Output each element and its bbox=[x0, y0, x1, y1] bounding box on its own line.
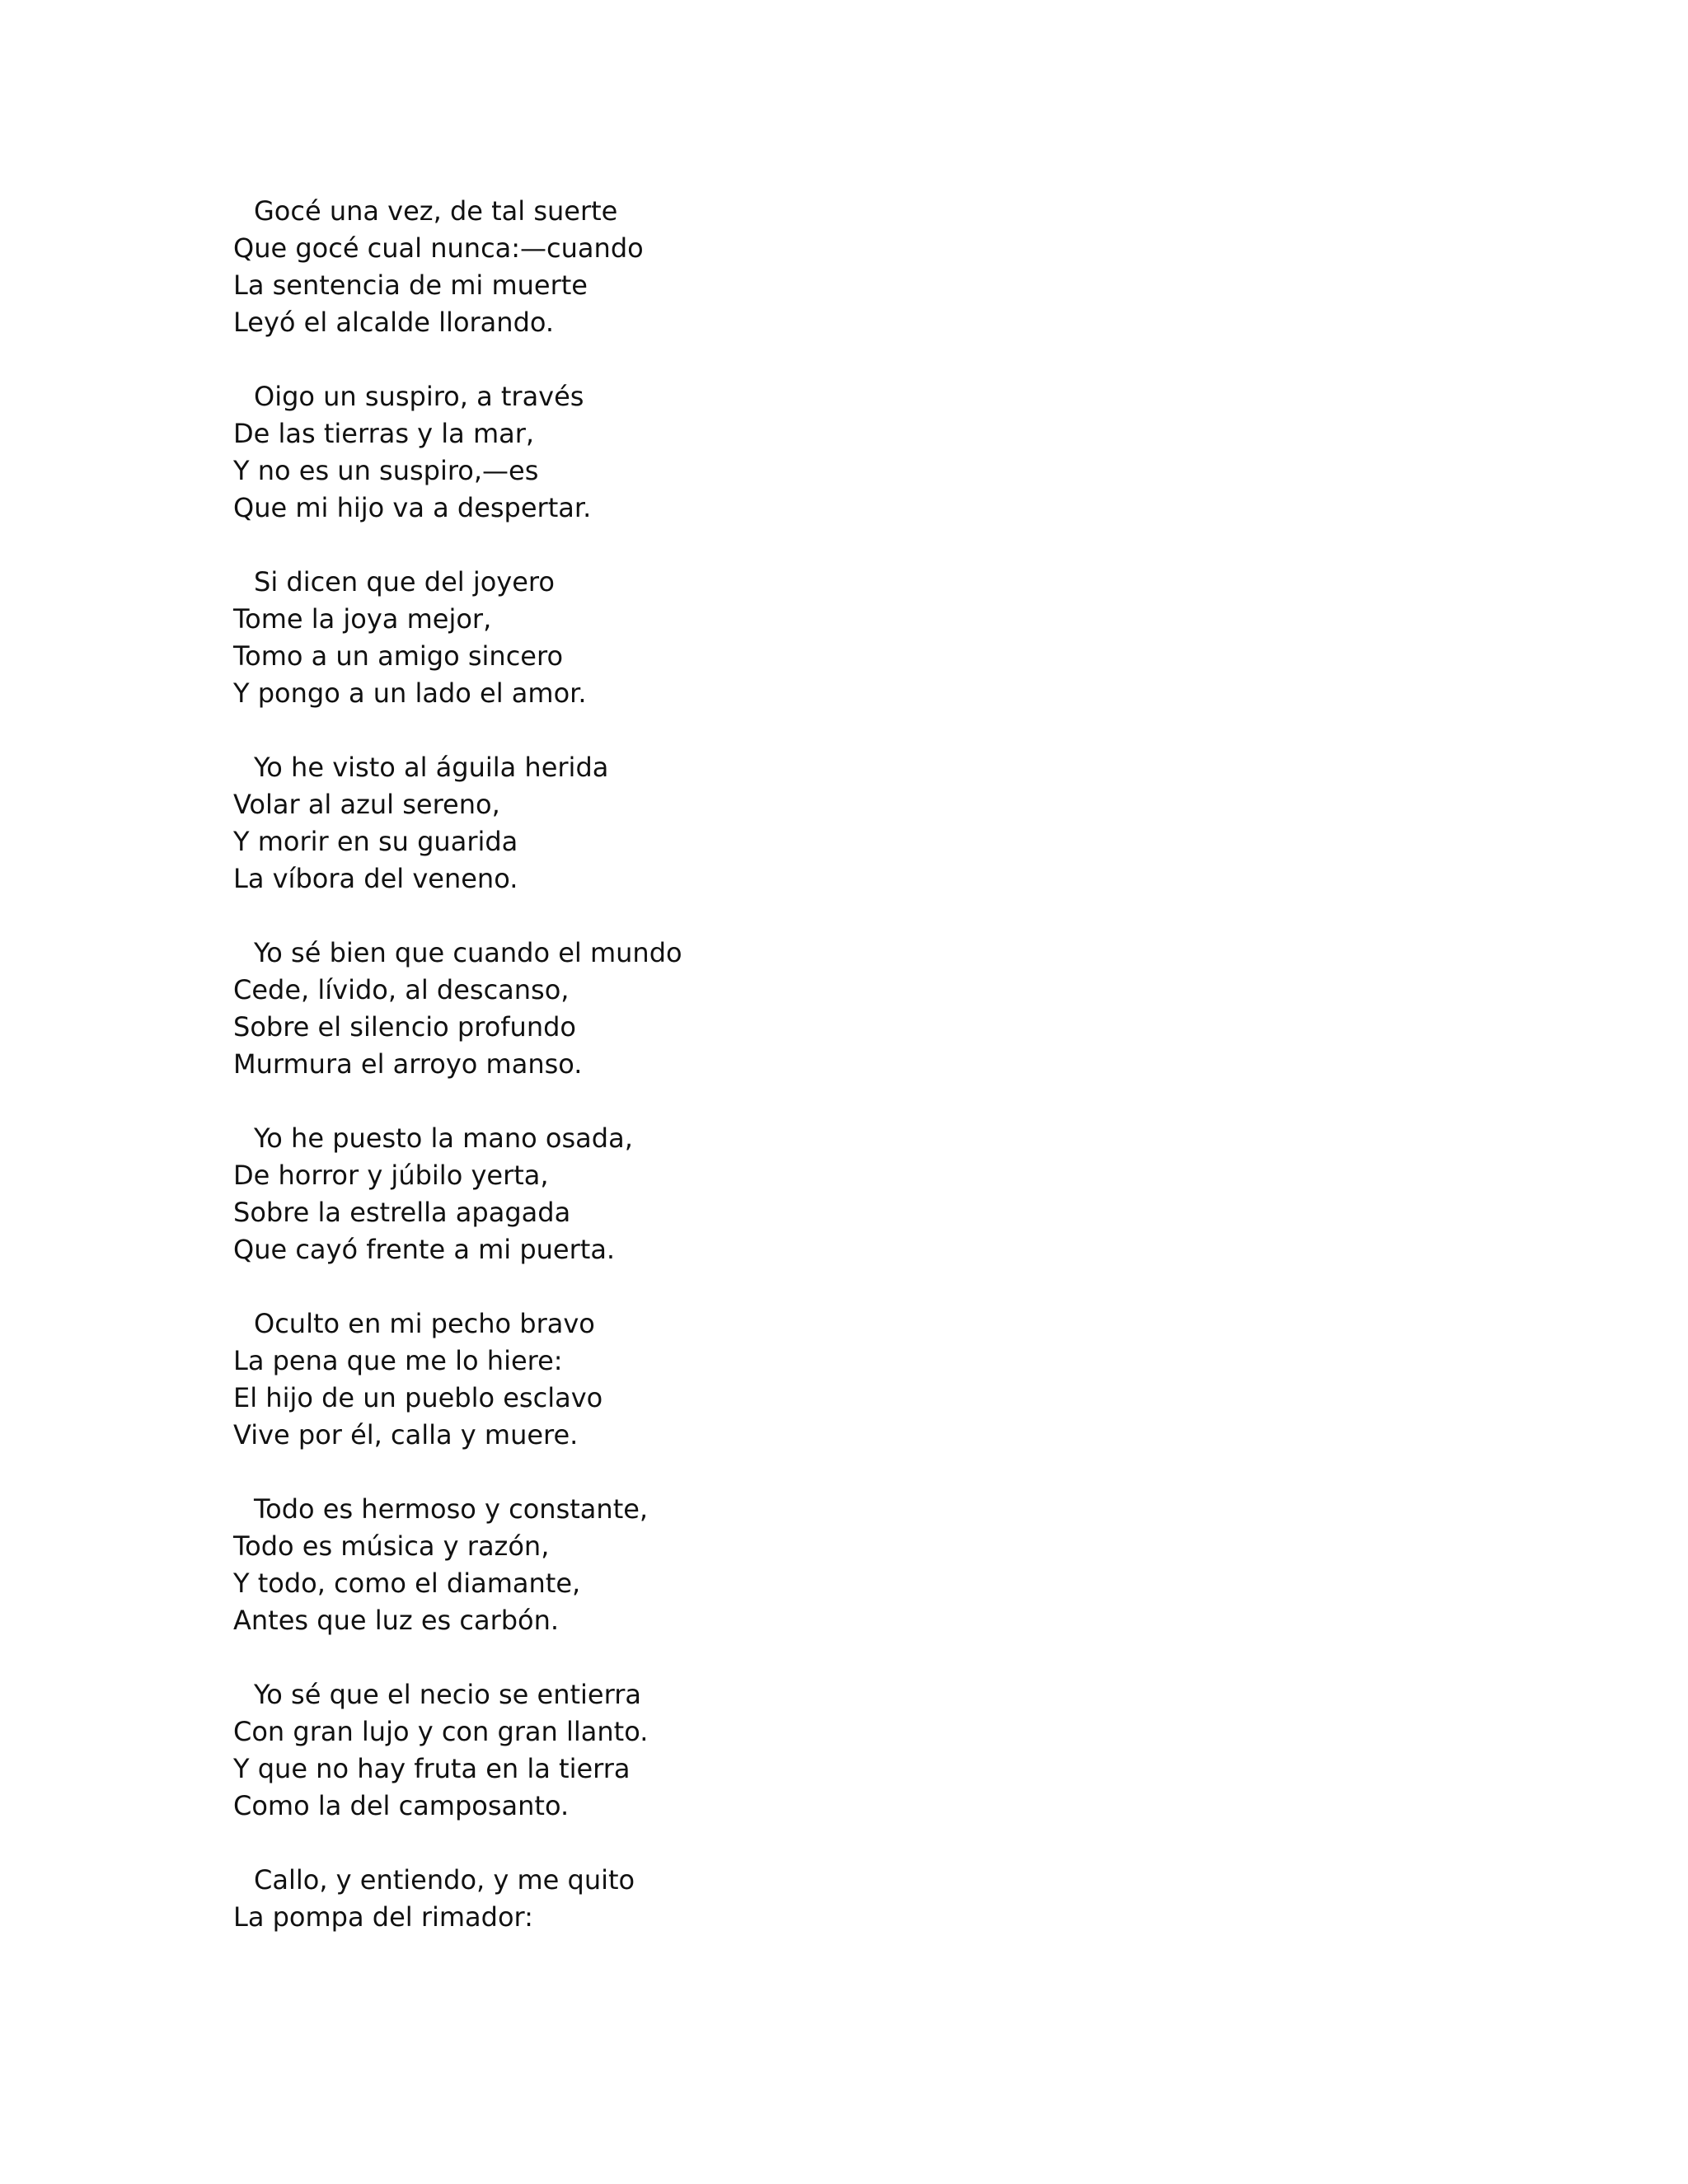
verse-line: Oculto en mi pecho bravo bbox=[254, 1308, 595, 1339]
verse-line: Yo sé que el necio se entierra bbox=[254, 1679, 641, 1710]
verse-line: Murmura el arroyo manso. bbox=[233, 1048, 583, 1080]
verse-line: Tome la joya mejor, bbox=[233, 603, 492, 635]
verse-line: Yo sé bien que cuando el mundo bbox=[254, 937, 682, 968]
stanza bbox=[233, 1676, 1470, 1825]
stanza bbox=[233, 564, 1470, 712]
stanza bbox=[233, 749, 1470, 898]
stanza bbox=[233, 193, 1470, 341]
verse-line: De horror y júbilo yerta, bbox=[233, 1160, 549, 1191]
verse-line: Yo he puesto la mano osada, bbox=[254, 1122, 633, 1154]
verse-line: Todo es hermoso y constante, bbox=[254, 1493, 649, 1525]
verse-line: La víbora del veneno. bbox=[233, 863, 518, 894]
verse-line: Gocé una vez, de tal suerte bbox=[254, 195, 618, 227]
stanza bbox=[233, 1862, 1470, 1936]
verse-line: Que mi hijo va a despertar. bbox=[233, 492, 592, 523]
verse-line: Callo, y entiendo, y me quito bbox=[254, 1864, 635, 1896]
verse-line: Como la del camposanto. bbox=[233, 1790, 570, 1821]
verse-line: Con gran lujo y con gran llanto. bbox=[233, 1716, 649, 1747]
verse-line: Y que no hay fruta en la tierra bbox=[233, 1753, 631, 1784]
stanza bbox=[233, 1305, 1470, 1454]
stanza bbox=[233, 935, 1470, 1083]
stanza bbox=[233, 1491, 1470, 1639]
stanza bbox=[233, 378, 1470, 527]
verse-line: Que gocé cual nunca:—cuando bbox=[233, 232, 644, 264]
verse-line: De las tierras y la mar, bbox=[233, 418, 535, 449]
poem-body bbox=[233, 193, 1470, 1973]
verse-line: El hijo de un pueblo esclavo bbox=[233, 1382, 603, 1413]
stanza bbox=[233, 1120, 1470, 1268]
verse-line: Yo he visto al águila herida bbox=[254, 752, 609, 783]
verse-line: Leyó el alcalde llorando. bbox=[233, 307, 555, 338]
verse-line: La sentencia de mi muerte bbox=[233, 269, 588, 301]
verse-line: Y morir en su guarida bbox=[233, 826, 518, 857]
verse-line: Tomo a un amigo sincero bbox=[233, 640, 564, 672]
verse-line: Vive por él, calla y muere. bbox=[233, 1419, 579, 1451]
verse-line: La pompa del rimador: bbox=[233, 1901, 533, 1933]
verse-line: Sobre el silencio profundo bbox=[233, 1011, 576, 1043]
verse-line: Todo es música y razón, bbox=[233, 1530, 550, 1562]
verse-line: La pena que me lo hiere: bbox=[233, 1345, 563, 1376]
verse-line: Y todo, como el diamante, bbox=[233, 1568, 581, 1599]
verse-line: Que cayó frente a mi puerta. bbox=[233, 1234, 616, 1265]
verse-line: Cede, lívido, al descanso, bbox=[233, 974, 570, 1005]
verse-line: Y pongo a un lado el amor. bbox=[233, 677, 587, 709]
verse-line: Volar al azul sereno, bbox=[233, 789, 500, 820]
verse-line: Y no es un suspiro,—es bbox=[233, 455, 539, 486]
verse-line: Sobre la estrella apagada bbox=[233, 1197, 571, 1228]
verse-line: Antes que luz es carbón. bbox=[233, 1605, 560, 1636]
verse-line: Oigo un suspiro, a través bbox=[254, 381, 584, 412]
verse-line: Si dicen que del joyero bbox=[254, 566, 555, 598]
